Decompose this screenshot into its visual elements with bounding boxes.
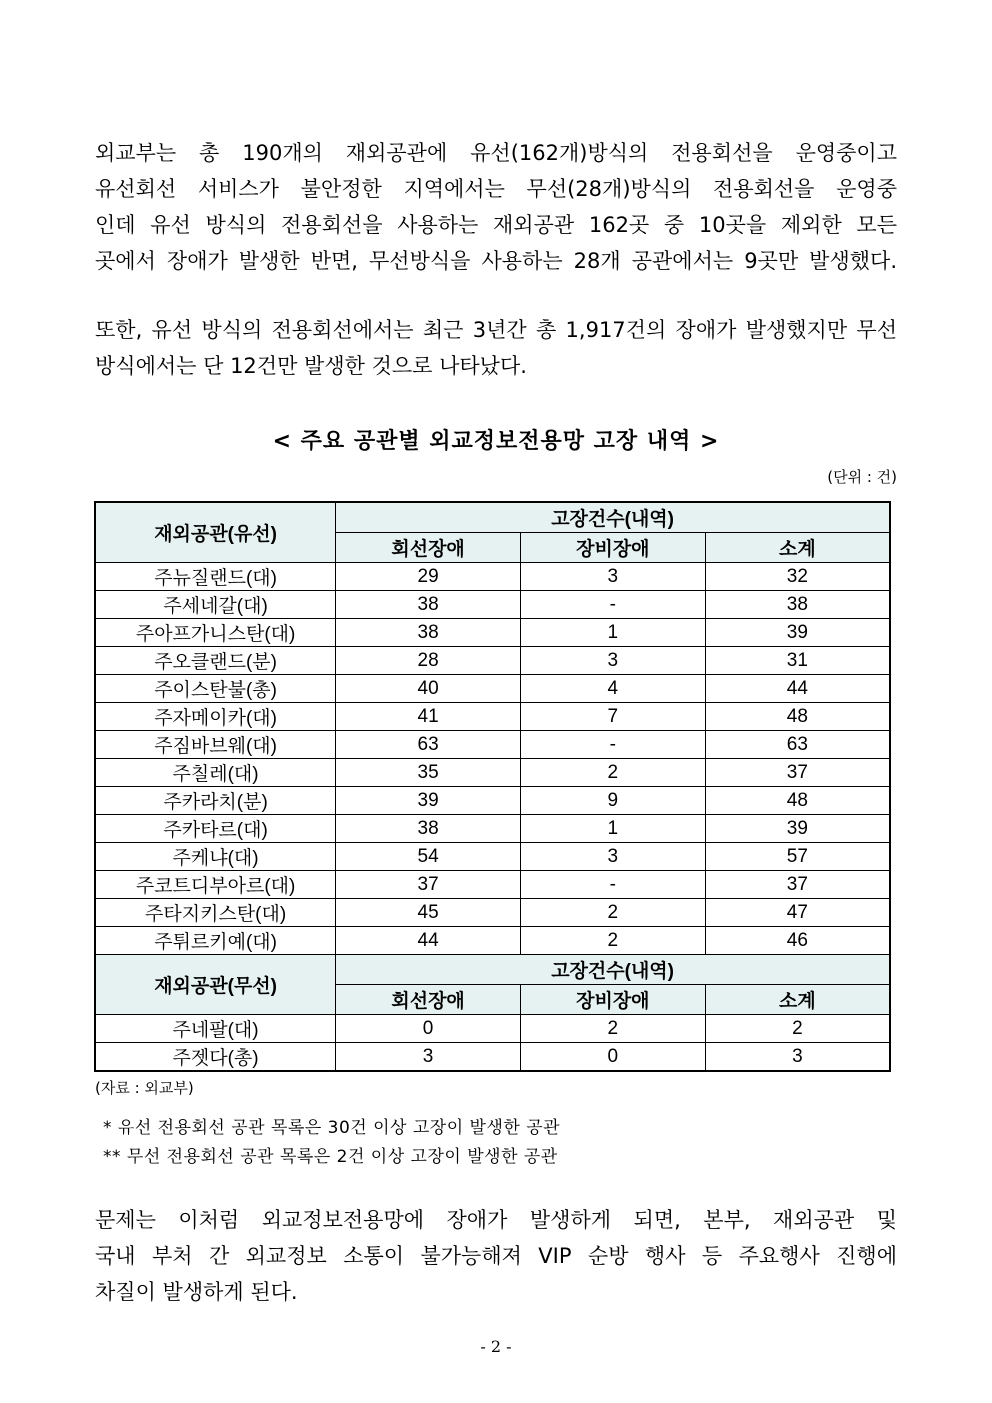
header-failure-count: 고장건수(내역) xyxy=(336,955,890,985)
header-line-failure: 회선장애 xyxy=(336,985,521,1015)
paragraph-line: 유선회선 서비스가 불안정한 지역에서는 무선(28개)방식의 전용회선을 운영중 xyxy=(95,177,897,201)
equipment-failure-cell: 1 xyxy=(520,619,705,647)
table-row xyxy=(95,1015,890,1043)
subtotal-cell: 63 xyxy=(705,731,890,759)
subtotal-cell: 48 xyxy=(705,787,890,815)
failure-table xyxy=(94,501,891,1072)
table-row xyxy=(95,1043,890,1072)
paragraph-line: 외교부는 총 190개의 재외공관에 유선(162개)방식의 전용회선을 운영중이고 xyxy=(95,141,897,165)
equipment-failure-cell: 2 xyxy=(520,899,705,927)
paragraph-line: 차질이 발생하게 된다. xyxy=(95,1280,298,1304)
paragraph-line: 또한, 유선 방식의 전용회선에서는 최근 3년간 총 1,917건의 장애가 발생했지만 무선 xyxy=(95,318,897,342)
embassy-cell: 주오클랜드(분) xyxy=(95,647,336,675)
embassy-cell: 주카타르(대) xyxy=(95,815,336,843)
embassy-cell: 주카라치(분) xyxy=(95,787,336,815)
line-failure-cell: 45 xyxy=(336,899,521,927)
subtotal-cell: 2 xyxy=(705,1015,890,1043)
embassy-cell: 주케냐(대) xyxy=(95,843,336,871)
table-row xyxy=(95,787,890,815)
header-failure-count: 고장건수(내역) xyxy=(336,502,890,533)
line-failure-cell: 44 xyxy=(336,927,521,955)
line-failure-cell: 35 xyxy=(336,759,521,787)
embassy-cell: 주네팔(대) xyxy=(95,1015,336,1043)
header-wired-embassy: 재외공관(유선) xyxy=(95,502,336,563)
embassy-cell: 주코트디부아르(대) xyxy=(95,871,336,899)
header-subtotal: 소계 xyxy=(705,533,890,563)
equipment-failure-cell: 1 xyxy=(520,815,705,843)
equipment-failure-cell: 2 xyxy=(520,927,705,955)
subtotal-cell: 48 xyxy=(705,703,890,731)
line-failure-cell: 40 xyxy=(336,675,521,703)
paragraph-line: 인데 유선 방식의 전용회선을 사용하는 재외공관 162곳 중 10곳을 제외한 모든 xyxy=(95,213,897,237)
table-note: * 유선 전용회선 공관 목록은 30건 이상 고장이 발생한 공관 xyxy=(103,1118,561,1138)
line-failure-cell: 39 xyxy=(336,787,521,815)
subtotal-cell: 31 xyxy=(705,647,890,675)
subtotal-cell: 3 xyxy=(705,1043,890,1072)
embassy-cell: 주타지키스탄(대) xyxy=(95,899,336,927)
table-row xyxy=(95,927,890,955)
subtotal-cell: 39 xyxy=(705,815,890,843)
table-header-row xyxy=(95,955,890,985)
line-failure-cell: 63 xyxy=(336,731,521,759)
table-note: ** 무선 전용회선 공관 목록은 2건 이상 고장이 발생한 공관 xyxy=(103,1147,558,1167)
paragraph-1 xyxy=(95,135,897,279)
line-failure-cell: 29 xyxy=(336,563,521,591)
subtotal-cell: 37 xyxy=(705,871,890,899)
subtotal-cell: 39 xyxy=(705,619,890,647)
table-header-row xyxy=(95,502,890,533)
equipment-failure-cell: 3 xyxy=(520,647,705,675)
paragraph-line: 방식에서는 단 12건만 발생한 것으로 나타났다. xyxy=(95,354,527,378)
embassy-cell: 주젯다(총) xyxy=(95,1043,336,1072)
equipment-failure-cell: 3 xyxy=(520,843,705,871)
table-title: < 주요 공관별 외교정보전용망 고장 내역 > xyxy=(272,429,720,454)
line-failure-cell: 0 xyxy=(336,1015,521,1043)
table-row xyxy=(95,563,890,591)
line-failure-cell: 41 xyxy=(336,703,521,731)
paragraph-2 xyxy=(95,312,897,384)
embassy-cell: 주칠레(대) xyxy=(95,759,336,787)
table-row xyxy=(95,675,890,703)
table-source: (자료 : 외교부) xyxy=(95,1079,194,1097)
embassy-cell: 주튀르키예(대) xyxy=(95,927,336,955)
equipment-failure-cell: 2 xyxy=(520,759,705,787)
embassy-cell: 주이스탄불(총) xyxy=(95,675,336,703)
subtotal-cell: 37 xyxy=(705,759,890,787)
table-row xyxy=(95,871,890,899)
embassy-cell: 주뉴질랜드(대) xyxy=(95,563,336,591)
header-wireless-embassy: 재외공관(무선) xyxy=(95,955,336,1015)
header-equipment-failure: 장비장애 xyxy=(520,985,705,1015)
equipment-failure-cell: 9 xyxy=(520,787,705,815)
subtotal-cell: 47 xyxy=(705,899,890,927)
table-row xyxy=(95,731,890,759)
subtotal-cell: 38 xyxy=(705,591,890,619)
line-failure-cell: 54 xyxy=(336,843,521,871)
table-row xyxy=(95,815,890,843)
line-failure-cell: 3 xyxy=(336,1043,521,1072)
paragraph-line: 국내 부처 간 외교정보 소통이 불가능해져 VIP 순방 행사 등 주요행사 진행에 xyxy=(95,1244,897,1268)
equipment-failure-cell: - xyxy=(520,871,705,899)
table-row xyxy=(95,619,890,647)
equipment-failure-cell: - xyxy=(520,591,705,619)
table-row xyxy=(95,899,890,927)
paragraph-3 xyxy=(95,1202,897,1310)
table-row xyxy=(95,591,890,619)
table-row xyxy=(95,843,890,871)
header-subtotal: 소계 xyxy=(705,985,890,1015)
paragraph-line: 곳에서 장애가 발생한 반면, 무선방식을 사용하는 28개 공관에서는 9곳만 발생했다. xyxy=(95,249,897,273)
header-equipment-failure: 장비장애 xyxy=(520,533,705,563)
equipment-failure-cell: 0 xyxy=(520,1043,705,1072)
header-line-failure: 회선장애 xyxy=(336,533,521,563)
table-row xyxy=(95,703,890,731)
embassy-cell: 주자메이카(대) xyxy=(95,703,336,731)
embassy-cell: 주아프가니스탄(대) xyxy=(95,619,336,647)
line-failure-cell: 38 xyxy=(336,619,521,647)
line-failure-cell: 38 xyxy=(336,815,521,843)
subtotal-cell: 46 xyxy=(705,927,890,955)
embassy-cell: 주짐바브웨(대) xyxy=(95,731,336,759)
equipment-failure-cell: 2 xyxy=(520,1015,705,1043)
paragraph-line: 문제는 이처럼 외교정보전용망에 장애가 발생하게 되면, 본부, 재외공관 및 xyxy=(95,1208,897,1232)
line-failure-cell: 37 xyxy=(336,871,521,899)
subtotal-cell: 57 xyxy=(705,843,890,871)
page-number: - 2 - xyxy=(480,1337,512,1356)
table-row xyxy=(95,759,890,787)
equipment-failure-cell: 7 xyxy=(520,703,705,731)
equipment-failure-cell: - xyxy=(520,731,705,759)
table-row xyxy=(95,647,890,675)
subtotal-cell: 44 xyxy=(705,675,890,703)
table-unit: (단위 : 건) xyxy=(827,468,897,486)
subtotal-cell: 32 xyxy=(705,563,890,591)
line-failure-cell: 38 xyxy=(336,591,521,619)
equipment-failure-cell: 3 xyxy=(520,563,705,591)
line-failure-cell: 28 xyxy=(336,647,521,675)
equipment-failure-cell: 4 xyxy=(520,675,705,703)
embassy-cell: 주세네갈(대) xyxy=(95,591,336,619)
